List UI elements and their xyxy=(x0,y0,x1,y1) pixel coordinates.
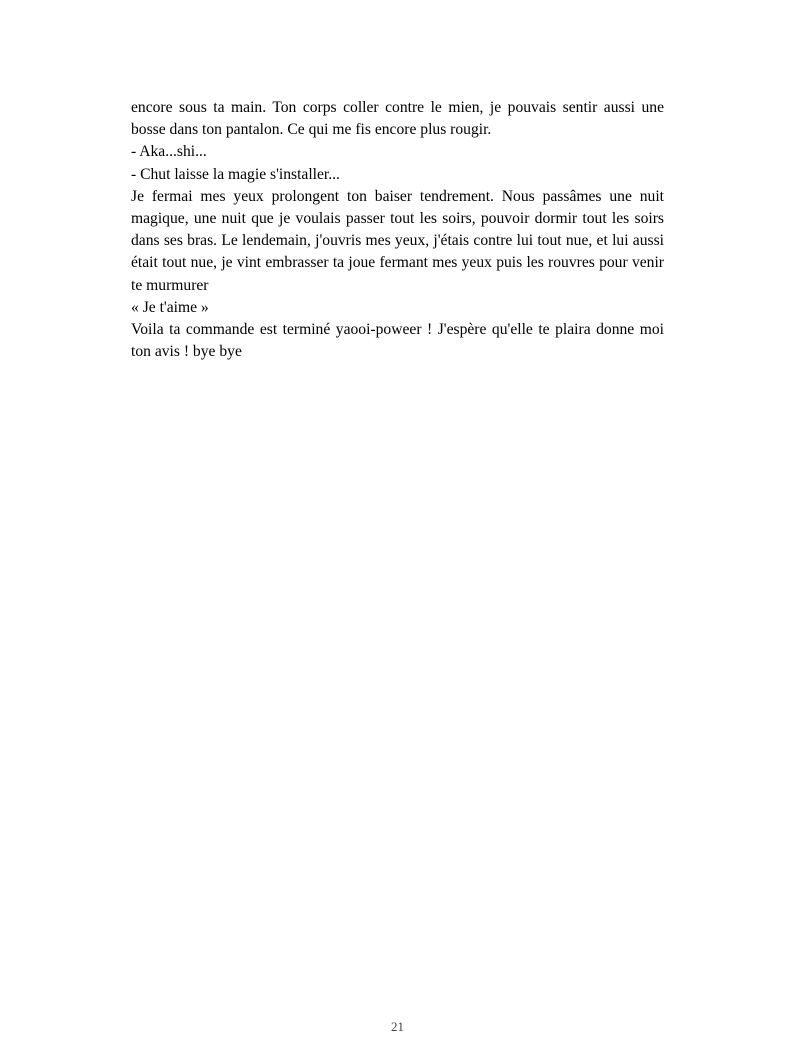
dialogue-line: - Aka...shi... xyxy=(131,143,207,161)
paragraph: encore sous ta main. Ton corps coller contre le mien, je pouvais sentir aussi une bosse dans ton pantalon. Ce qui me fis encore plus rougir. xyxy=(131,99,664,139)
paragraph: Voila ta commande est terminé yaooi-poweer ! J'espère qu'elle te plaira donne moi ton avis ! bye bye xyxy=(131,321,664,361)
paragraph: Je fermai mes yeux prolongent ton baiser tendrement. Nous passâmes une nuit magique, une nuit que je voulais passer tout les soirs, pouvoir dormir tout les soirs dans ses bras. Le lendemain, j'ouvris mes yeux, j'étais contre lui tout nue, et lui aussi était tout nue, je vint embrasser ta joue fermant mes yeux puis les rouvres pour venir te murmurer xyxy=(131,187,664,294)
quote-line: « Je t'aime » xyxy=(131,298,209,316)
page-body-text xyxy=(131,97,664,363)
page-number: 21 xyxy=(391,1019,404,1034)
dialogue-line: - Chut laisse la magie s'installer... xyxy=(131,165,340,183)
